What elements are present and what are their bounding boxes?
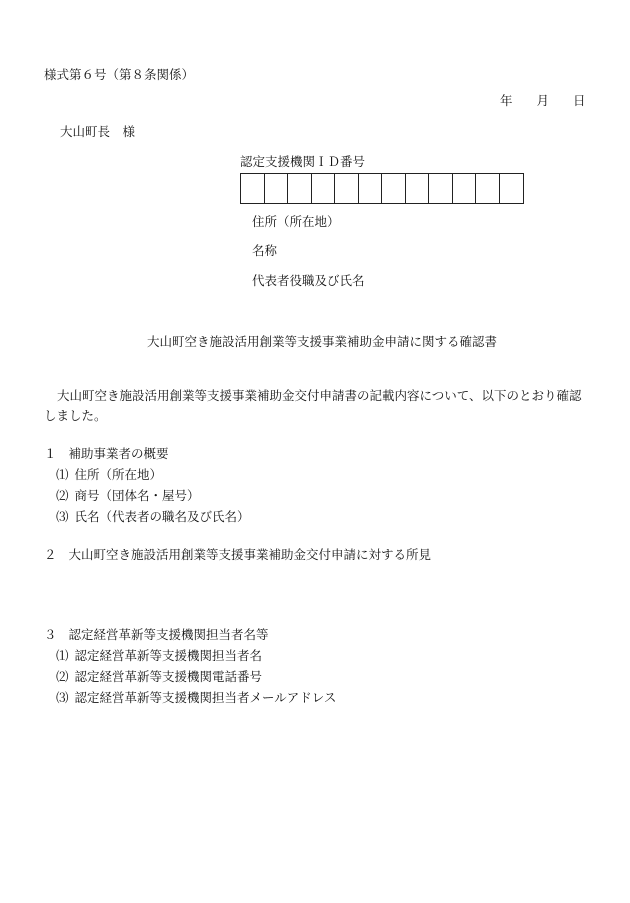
date-month-label: 月 xyxy=(536,93,550,108)
item-number: ⑶ xyxy=(56,509,69,524)
id-digit-box[interactable] xyxy=(288,174,312,203)
id-digit-box[interactable] xyxy=(359,174,383,203)
section-3-heading xyxy=(44,627,269,643)
date-day-label: 日 xyxy=(573,93,586,108)
section-heading-text: 補助事業者の概要 xyxy=(68,446,169,461)
section-number: ３ xyxy=(44,627,57,642)
section-3-item-3 xyxy=(56,690,336,706)
id-digit-box[interactable] xyxy=(382,174,406,203)
section-3-item-1 xyxy=(56,648,262,664)
id-digit-box[interactable] xyxy=(241,174,265,203)
item-text: 認定経営革新等支援機関電話番号 xyxy=(74,669,263,684)
address-label: 住所（所在地） xyxy=(252,214,340,229)
document-title: 大山町空き施設活用創業等支援事業補助金申請に関する確認書 xyxy=(147,334,498,349)
section-2-heading xyxy=(44,547,431,563)
section-1-item-1 xyxy=(56,467,162,483)
id-digit-box[interactable] xyxy=(406,174,430,203)
section-heading-text: 認定経営革新等支援機関担当者名等 xyxy=(68,627,269,642)
section-1-item-2 xyxy=(56,488,200,504)
section-1-heading xyxy=(44,446,169,462)
section-heading-text: 大山町空き施設活用創業等支援事業補助金交付申請に対する所見 xyxy=(68,547,432,562)
item-number: ⑴ xyxy=(56,648,69,663)
id-digit-box[interactable] xyxy=(453,174,477,203)
item-text: 認定経営革新等支援機関担当者メールアドレス xyxy=(74,690,337,705)
form-number: 様式第６号（第８条関係） xyxy=(44,67,195,82)
item-number: ⑵ xyxy=(56,669,69,684)
section-number: １ xyxy=(44,446,57,461)
section-1-item-3 xyxy=(56,509,250,525)
id-digit-box[interactable] xyxy=(265,174,289,203)
id-digit-box[interactable] xyxy=(312,174,336,203)
item-text: 商号（団体名・屋号） xyxy=(74,488,200,503)
intro-paragraph: 大山町空き施設活用創業等支援事業補助金交付申請書の記載内容について、以下のとおり確認しました。 xyxy=(44,388,582,423)
item-text: 認定経営革新等支援機関担当者名 xyxy=(74,648,263,663)
item-number: ⑴ xyxy=(56,467,69,482)
date-year-label: 年 xyxy=(500,93,513,108)
id-digit-box[interactable] xyxy=(335,174,359,203)
name-label: 名称 xyxy=(252,243,278,258)
section-number: ２ xyxy=(44,547,57,562)
id-number-boxes[interactable] xyxy=(240,173,524,204)
section-3-item-2 xyxy=(56,669,262,685)
id-digit-box[interactable] xyxy=(500,174,524,203)
representative-label: 代表者役職及び氏名 xyxy=(252,273,365,288)
id-digit-box[interactable] xyxy=(476,174,500,203)
id-number-label: 認定支援機関ＩＤ番号 xyxy=(240,154,366,169)
item-text: 住所（所在地） xyxy=(74,467,163,482)
item-number: ⑶ xyxy=(56,690,69,705)
id-digit-box[interactable] xyxy=(429,174,453,203)
item-number: ⑵ xyxy=(56,488,69,503)
addressee: 大山町長 様 xyxy=(60,124,136,139)
date-line xyxy=(500,93,586,109)
item-text: 氏名（代表者の職名及び氏名） xyxy=(74,509,250,524)
